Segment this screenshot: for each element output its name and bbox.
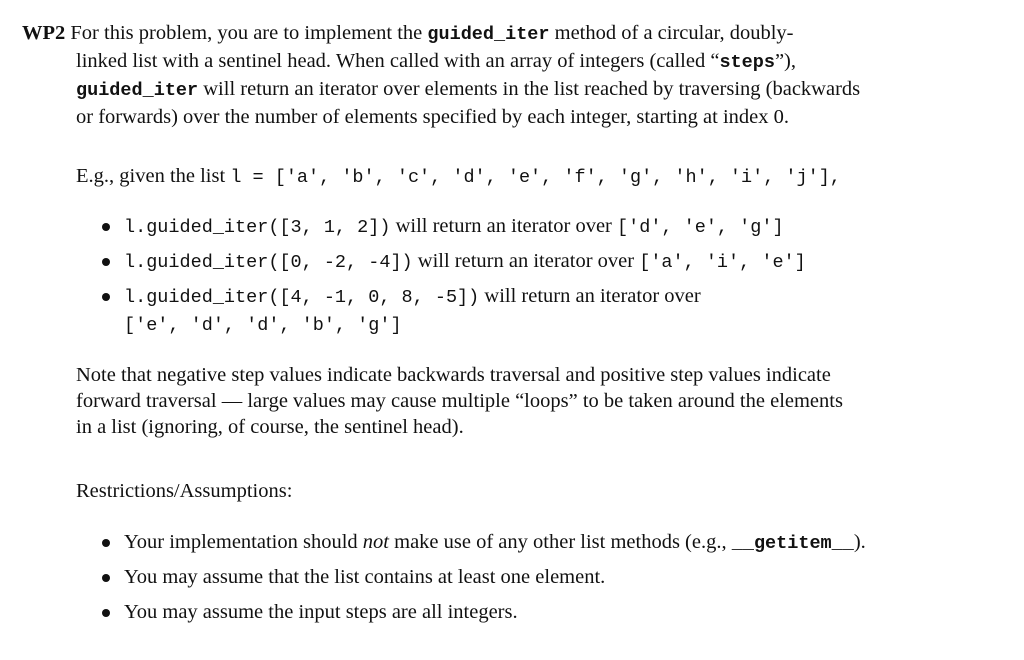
list-item: l.guided_iter([3, 1, 2]) will return an iterator over ['d', 'e', 'g'] [76, 213, 956, 248]
problem-line-1: WP2 For this problem, you are to implement the guided_iter method of a circular, doubly- [22, 22, 794, 45]
example-list [76, 213, 956, 339]
list-item: You may assume the input steps are all integers. [76, 599, 956, 625]
restrictions-list [76, 529, 956, 625]
bullet-icon [102, 223, 110, 231]
getitem-code: __getitem__ [731, 533, 854, 554]
bullet-icon [102, 258, 110, 266]
problem-line-3: guided_iter will return an iterator over elements in the list reached by traversing (backwards [76, 78, 861, 101]
bullet-icon [102, 574, 110, 582]
problem-label: WP2 [22, 22, 66, 44]
list-item: l.guided_iter([4, -1, 0, 8, -5]) will return an iterator over ['e', 'd', 'd', 'b', 'g'] [76, 283, 956, 339]
list-item: Your implementation should not make use of any other list methods (e.g., __getitem__). [76, 529, 956, 564]
bullet-icon [102, 609, 110, 617]
bullet-icon [102, 539, 110, 547]
example-list-code: l = ['a', 'b', 'c', 'd', 'e', 'f', 'g', 'h', 'i', 'j'], [230, 167, 841, 188]
problem-line-4: or forwards) over the number of elements specified by each integer, starting at index 0. [76, 106, 790, 128]
example-intro: E.g., given the list l = ['a', 'b', 'c', 'd', 'e', 'f', 'g', 'h', 'i', 'j'], [76, 165, 841, 188]
problem-statement [22, 20, 962, 130]
method-name-2: guided_iter [76, 80, 199, 101]
list-item: l.guided_iter([0, -2, -4]) will return an iterator over ['a', 'i', 'e'] [76, 248, 956, 283]
problem-line-2: linked list with a sentinel head. When called with an array of integers (called “steps”), [76, 50, 797, 73]
method-name: guided_iter [427, 24, 550, 45]
note-paragraph: Note that negative step values indicate backwards traversal and positive step values indicate forward traversal — large values may cause multiple “loops” to be taken around the elements in a list (ignoring, of course, the sentinel head). [76, 364, 843, 438]
list-item: You may assume that the list contains at least one element. [76, 564, 956, 599]
steps-keyword: steps [719, 52, 775, 73]
bullet-icon [102, 293, 110, 301]
restrictions-heading: Restrictions/Assumptions: [76, 480, 293, 502]
